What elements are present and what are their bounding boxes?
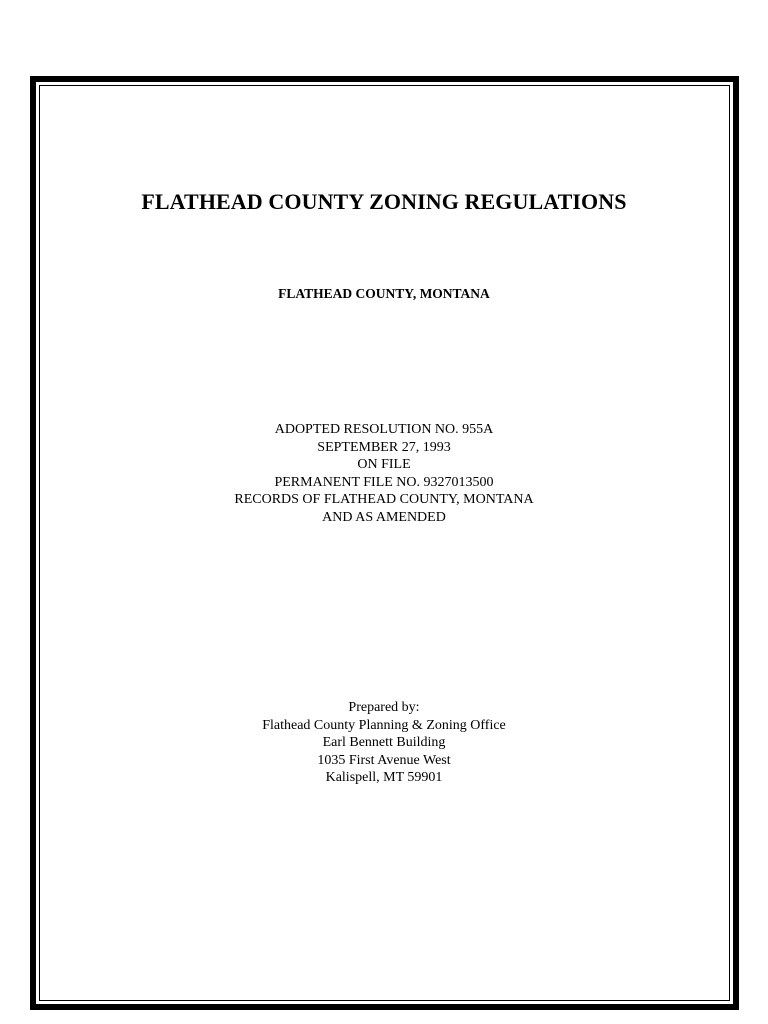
- resolution-line: AND AS AMENDED: [322, 509, 446, 525]
- prepared-line: Flathead County Planning & Zoning Office: [262, 717, 506, 733]
- prepared-line: Earl Bennett Building: [322, 735, 446, 750]
- resolution-line: ADOPTED RESOLUTION NO. 955A: [274, 422, 494, 437]
- prepared-by-block: [0, 699, 768, 787]
- page-border-inner: [39, 85, 730, 1001]
- document-subtitle: FLATHEAD COUNTY, MONTANA: [278, 286, 490, 301]
- document-title: FLATHEAD COUNTY ZONING REGULATIONS: [141, 189, 627, 214]
- resolution-block: [0, 421, 768, 526]
- resolution-line: ON FILE: [357, 457, 411, 472]
- page-border-outer: [30, 76, 739, 1010]
- resolution-line: RECORDS OF FLATHEAD COUNTY, MONTANA: [234, 492, 534, 507]
- resolution-line: SEPTEMBER 27, 1993: [317, 439, 451, 455]
- prepared-line: Kalispell, MT 59901: [325, 770, 443, 785]
- prepared-line: Prepared by:: [348, 700, 420, 715]
- prepared-line: 1035 First Avenue West: [317, 752, 451, 768]
- resolution-line: PERMANENT FILE NO. 9327013500: [274, 474, 494, 490]
